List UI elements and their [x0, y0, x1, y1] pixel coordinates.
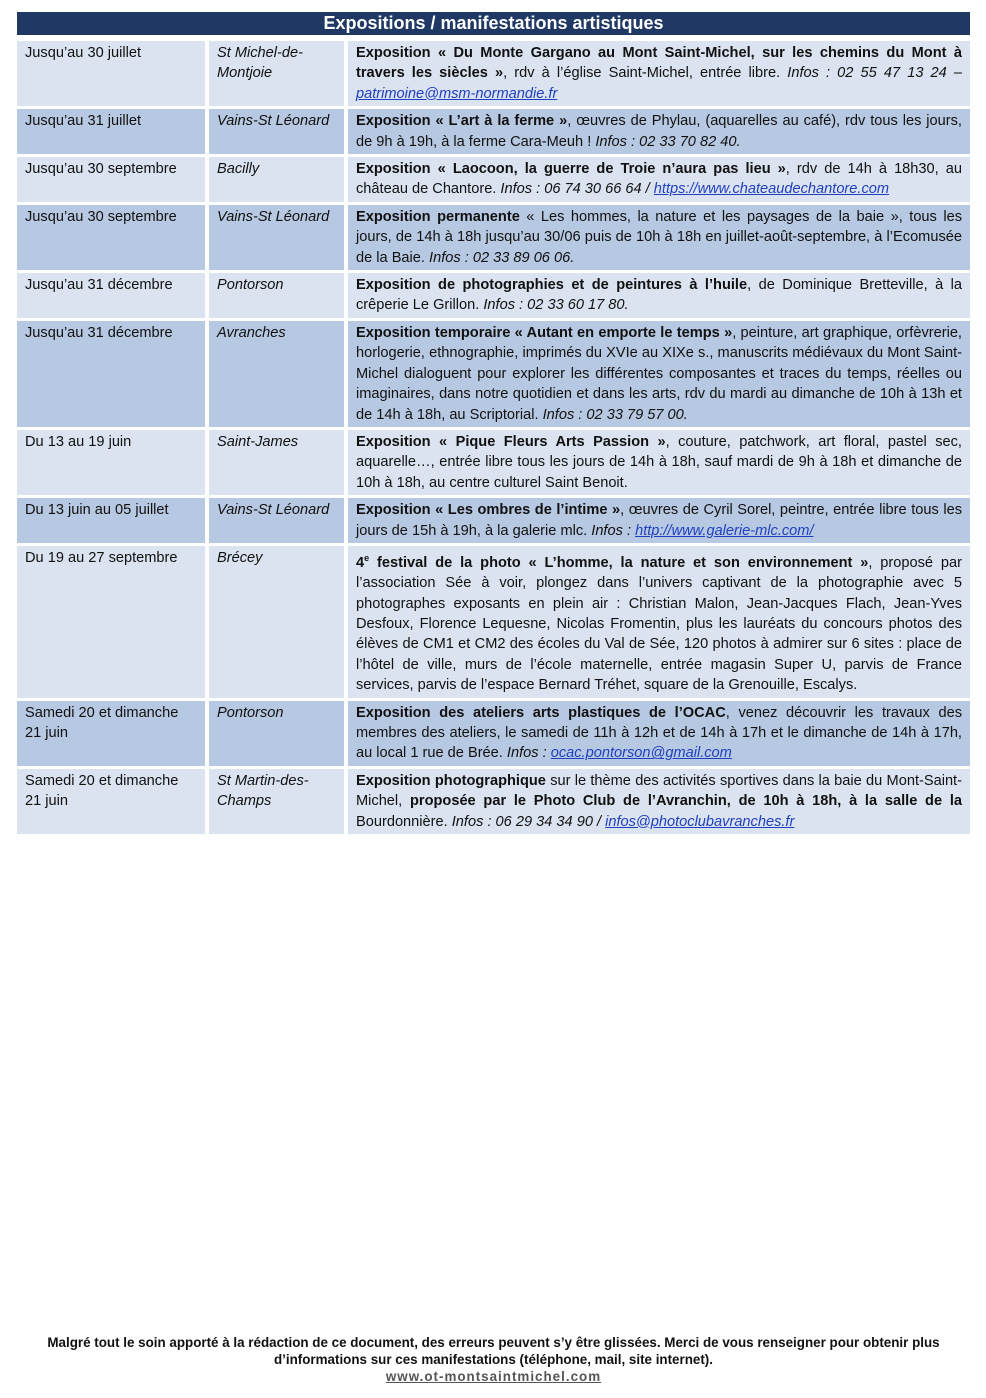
event-date: Jusqu’au 30 juillet [17, 41, 205, 106]
footer [17, 1334, 970, 1385]
event-infos: Infos : 02 55 47 13 24 – [787, 65, 962, 82]
event-infos: Infos : 02 33 70 82 40. [595, 133, 741, 150]
event-title: Exposition photographique [356, 772, 546, 789]
event-date: Jusqu’au 31 juillet [17, 109, 205, 154]
event-row [17, 157, 970, 202]
section-title: Expositions / manifestations artistiques [17, 12, 970, 35]
event-text: , peinture, art graphique, orfèvrerie, horlogerie, ethnographie, imprimés du XVIe au XIXe s., manuscrits médiévaux du Mont Saint-Michel dialoguent pour explorer les différentes composantes et traces du temps, réelles ou imaginaires, dans notre quotidien et dans les arts, rdv du mardi au dimanche de 10h à 13h et de 14h à 18h, au Scriptorial. [356, 324, 962, 423]
event-infos: Infos : 02 33 60 17 80. [483, 297, 629, 314]
event-row [17, 321, 970, 427]
event-title: Exposition temporaire « Autant en emporte le temps » [356, 324, 733, 341]
event-text: , rdv de 14h à 18h30, au château de Chantore. [356, 161, 962, 198]
event-infos: Infos : 06 74 30 66 64 / [500, 181, 654, 198]
event-description [344, 205, 970, 270]
event-title: Exposition « Laocoon, la guerre de Troie n’aura pas lieu » [356, 161, 786, 178]
event-row [17, 109, 970, 154]
event-title: Exposition des ateliers arts plastiques de l’OCAC [356, 704, 726, 721]
event-title: Exposition « Pique Fleurs Arts Passion » [356, 433, 666, 450]
event-date: Jusqu’au 31 décembre [17, 321, 205, 427]
event-text: , de Dominique Bretteville, à la crêperie Le Grillon. [356, 277, 962, 314]
event-place: St Michel-de-Montjoie [205, 41, 344, 106]
event-row [17, 273, 970, 318]
event-place: St Martin-des-Champs [205, 769, 344, 834]
event-text: , rdv à l’église Saint-Michel, entrée libre. [503, 65, 788, 82]
event-row [17, 430, 970, 495]
event-date: Du 13 au 19 juin [17, 430, 205, 495]
event-row [17, 769, 970, 834]
event-title: Exposition « L’art à la ferme » [356, 113, 568, 130]
event-date: Du 19 au 27 septembre [17, 546, 205, 698]
event-place: Vains-St Léonard [205, 205, 344, 270]
event-date: Jusqu’au 30 septembre [17, 157, 205, 202]
event-text: , proposé par l’association Sée à voir, plongez dans l’univers captivant de la photographie avec 5 photographes exposants en plein air : Christian Malon, Jean-Jacques Flach, Jean-Yves Desfoux, Florence Lequesne, Nicolas Fromentin, plus les lauréats du concours photos des élèves de CM1 et CM2 des écoles du Val de Sée, 120 photos à admirer sur 6 sites : place de l’hôtel de ville, murs de l’école maternelle, entrée magasin Super U, parvis de France services, parvis de l’espace Bernard Tréhet, square de la Grenouille, Escalys. [356, 554, 962, 694]
event-description [344, 769, 970, 834]
event-description [344, 701, 970, 766]
event-text-bold: proposée par le Photo Club de l’Avranchin, de 10h à 18h, à la salle de la [409, 793, 963, 810]
event-place: Vains-St Léonard [205, 498, 344, 543]
event-text: sur le thème des activités sportives dans la baie du Mont-Saint-Michel, [356, 772, 962, 810]
event-infos: Infos : [591, 522, 636, 539]
event-row [17, 205, 970, 270]
event-infos: Infos : 06 29 34 34 90 / [451, 813, 606, 830]
event-title: 4e festival de la photo « L’homme, la nature et son environnement » [356, 552, 869, 571]
event-description [344, 41, 970, 106]
event-place: Avranches [205, 321, 344, 427]
event-link[interactable]: http://www.galerie-mlc.com/ [635, 522, 814, 539]
event-title: Exposition permanente [356, 208, 520, 225]
event-text: , œuvres de Phylau, (aquarelles au café), rdv tous les jours, de 9h à 19h, à la ferme Cara-Meuh ! [356, 113, 962, 150]
event-infos: Infos : 02 33 79 57 00. [542, 406, 688, 423]
event-title: Exposition de photographies et de peintures à l’huile [356, 277, 748, 294]
event-place: Saint-James [205, 430, 344, 495]
event-date: Jusqu’au 30 septembre [17, 205, 205, 270]
event-place: Bacilly [205, 157, 344, 202]
event-link[interactable]: ocac.pontorson@gmail.com [550, 745, 732, 762]
event-infos: Infos : 02 33 89 06 06. [429, 249, 575, 266]
event-description [344, 546, 970, 698]
event-date: Jusqu’au 31 décembre [17, 273, 205, 318]
event-text: , venez découvrir les travaux des membres des ateliers, le samedi de 11h à 12h et de 14h à 17h et le dimanche de 14h à 17h, au local 1 rue de Brée. [356, 704, 962, 762]
event-description [344, 109, 970, 154]
event-description [344, 430, 970, 495]
event-link[interactable]: https://www.chateaudechantore.com [653, 181, 890, 198]
event-place: Pontorson [205, 273, 344, 318]
event-row [17, 498, 970, 543]
event-place: Brécey [205, 546, 344, 698]
event-description [344, 157, 970, 202]
event-description [344, 498, 970, 543]
event-place: Vains-St Léonard [205, 109, 344, 154]
event-date: Du 13 juin au 05 juillet [17, 498, 205, 543]
event-text: , couture, patchwork, art floral, pastel sec, aquarelle…, entrée libre tous les jours de 14h à 18h, sauf mardi de 9h à 18h et dimanche de 10h à 18h, au centre culturel Saint Benoit. [356, 433, 962, 491]
event-date: Samedi 20 et dimanche 21 juin [17, 701, 205, 766]
event-title: Exposition « Du Monte Gargano au Mont Saint-Michel, sur les chemins du Mont à travers les siècles » [356, 45, 962, 82]
disclaimer: Malgré tout le soin apporté à la rédaction de ce document, des erreurs peuvent s’y être glissées. Merci de vous renseigner pour obtenir plus d’informations sur ces manifestations (téléphone, mail, site internet). [47, 1335, 940, 1367]
event-row [17, 41, 970, 106]
event-link[interactable]: infos@photoclubavranches.fr [605, 813, 795, 830]
events-table [17, 38, 970, 837]
event-text-cont: Bourdonnière. [356, 813, 452, 830]
event-infos: Infos : [506, 745, 551, 762]
event-place: Pontorson [205, 701, 344, 766]
event-link[interactable]: patrimoine@msm-normandie.fr [356, 85, 558, 102]
event-title: Exposition « Les ombres de l’intime » [356, 502, 621, 519]
event-row [17, 701, 970, 766]
event-text: « Les hommes, la nature et les paysages de la baie », tous les jours, de 14h à 18h jusqu’au 30/06 puis de 10h à 18h en juillet-août-septembre, à l’Ecomusée de la Baie. [356, 208, 962, 266]
event-description [344, 321, 970, 427]
event-description [344, 273, 970, 318]
event-row [17, 546, 970, 698]
website-link[interactable]: www.ot-montsaintmichel.com [385, 1369, 602, 1384]
event-text: , œuvres de Cyril Sorel, peintre, entrée libre tous les jours de 15h à 19h, à la galerie mlc. [356, 502, 962, 539]
event-date: Samedi 20 et dimanche 21 juin [17, 769, 205, 834]
